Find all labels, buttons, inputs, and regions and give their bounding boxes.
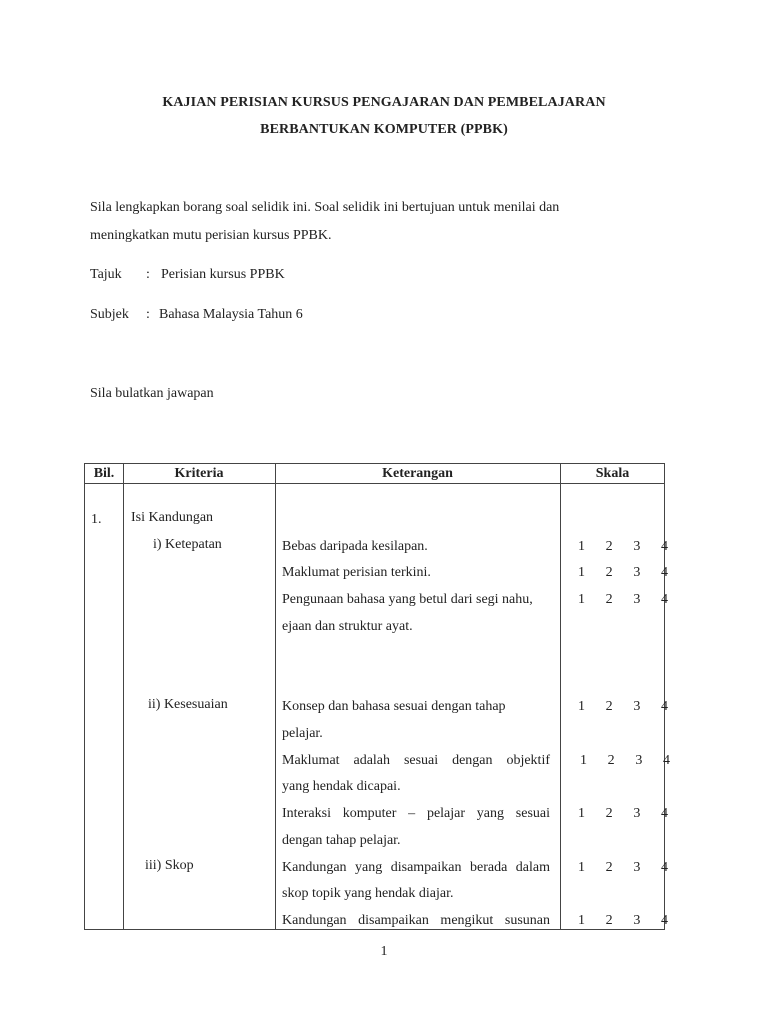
scale-option[interactable]: 1 xyxy=(578,592,585,607)
scale-option[interactable]: 4 xyxy=(660,565,668,580)
scale-option[interactable]: 3 xyxy=(633,860,641,875)
scale-option[interactable]: 1 xyxy=(578,860,585,875)
page-number: 1 xyxy=(380,944,388,959)
criteria-skop: iii) Skop xyxy=(145,858,194,873)
scale-option[interactable]: 3 xyxy=(635,753,643,768)
section-title: Isi Kandungan xyxy=(131,510,214,525)
field-tajuk-label: Tajuk xyxy=(90,267,122,282)
scale-options[interactable] xyxy=(578,699,668,715)
scale-option[interactable]: 2 xyxy=(605,699,613,714)
scale-options[interactable] xyxy=(580,753,670,769)
scale-option[interactable]: 2 xyxy=(605,913,613,928)
scale-option[interactable]: 4 xyxy=(660,699,668,714)
header-keterangan: Keterangan xyxy=(382,466,453,481)
description-line: ejaan dan struktur ayat. xyxy=(282,619,413,634)
scale-option[interactable]: 3 xyxy=(633,565,641,580)
scale-option[interactable]: 1 xyxy=(578,913,585,928)
scale-option[interactable]: 2 xyxy=(605,565,613,580)
scale-options[interactable] xyxy=(578,539,668,555)
scale-option[interactable]: 3 xyxy=(633,913,641,928)
document-title-line-2: BERBANTUKAN KOMPUTER (PPBK) xyxy=(260,122,508,137)
scale-option[interactable]: 4 xyxy=(660,913,668,928)
field-subjek-value: Bahasa Malaysia Tahun 6 xyxy=(159,307,303,322)
intro-line-2: meningkatkan mutu perisian kursus PPBK. xyxy=(90,228,332,243)
description-line: pelajar. xyxy=(282,726,323,741)
scale-options[interactable] xyxy=(578,806,668,822)
scale-options[interactable] xyxy=(578,860,668,876)
description-line: yang hendak dicapai. xyxy=(282,779,401,794)
scale-option[interactable]: 1 xyxy=(578,565,585,580)
scale-option[interactable]: 4 xyxy=(662,753,670,768)
description-line: skop topik yang hendak diajar. xyxy=(282,886,454,901)
description-line: Maklumat adalah sesuai dengan objektif xyxy=(282,753,550,768)
scale-option[interactable]: 2 xyxy=(605,860,613,875)
description-line: Pengunaan bahasa yang betul dari segi nahu, xyxy=(282,592,533,607)
field-subjek-label: Subjek xyxy=(90,307,129,322)
description-line: Kandungan yang disampaikan berada dalam xyxy=(282,860,550,875)
criteria-ketepatan: i) Ketepatan xyxy=(153,537,222,552)
scale-option[interactable]: 4 xyxy=(660,592,668,607)
scale-option[interactable]: 1 xyxy=(578,539,585,554)
scale-options[interactable] xyxy=(578,913,668,929)
table-col-divider xyxy=(123,464,124,929)
scale-option[interactable]: 1 xyxy=(578,806,585,821)
description-line: Bebas daripada kesilapan. xyxy=(282,539,428,554)
scale-option[interactable]: 3 xyxy=(633,539,641,554)
scale-option[interactable]: 4 xyxy=(660,806,668,821)
row-number: 1. xyxy=(91,512,102,527)
scale-option[interactable]: 1 xyxy=(578,699,585,714)
scale-option[interactable]: 1 xyxy=(580,753,587,768)
scale-option[interactable]: 3 xyxy=(633,592,641,607)
intro-line-1: Sila lengkapkan borang soal selidik ini. Soal selidik ini bertujuan untuk menilai dan xyxy=(90,200,560,215)
field-tajuk-colon: : xyxy=(146,267,150,282)
scale-option[interactable]: 2 xyxy=(605,806,613,821)
description-line: Interaksi komputer – pelajar yang sesuai xyxy=(282,806,550,821)
table-col-divider xyxy=(560,464,561,929)
scale-option[interactable]: 4 xyxy=(660,539,668,554)
field-subjek-colon: : xyxy=(146,307,150,322)
description-line: Konsep dan bahasa sesuai dengan tahap xyxy=(282,699,506,714)
questionnaire-table xyxy=(84,463,670,930)
scale-options[interactable] xyxy=(578,565,668,581)
scale-option[interactable]: 2 xyxy=(607,753,615,768)
description-line: dengan tahap pelajar. xyxy=(282,833,401,848)
scale-option[interactable]: 2 xyxy=(605,539,613,554)
document-title-line-1: KAJIAN PERISIAN KURSUS PENGAJARAN DAN PEMBELAJARAN xyxy=(162,95,606,110)
scale-option[interactable]: 2 xyxy=(605,592,613,607)
field-tajuk-value: Perisian kursus PPBK xyxy=(161,267,285,282)
header-kriteria: Kriteria xyxy=(174,466,224,481)
scale-option[interactable]: 3 xyxy=(633,806,641,821)
header-skala: Skala xyxy=(595,466,630,481)
description-line: Kandungan disampaikan mengikut susunan xyxy=(282,913,550,928)
header-bil: Bil. xyxy=(93,466,115,481)
scale-option[interactable]: 3 xyxy=(633,699,641,714)
instruction-text: Sila bulatkan jawapan xyxy=(90,386,214,401)
table-col-divider xyxy=(275,464,276,929)
criteria-kesesuaian: ii) Kesesuaian xyxy=(148,697,228,712)
scale-options[interactable] xyxy=(578,592,668,608)
description-line: Maklumat perisian terkini. xyxy=(282,565,431,580)
scale-option[interactable]: 4 xyxy=(660,860,668,875)
